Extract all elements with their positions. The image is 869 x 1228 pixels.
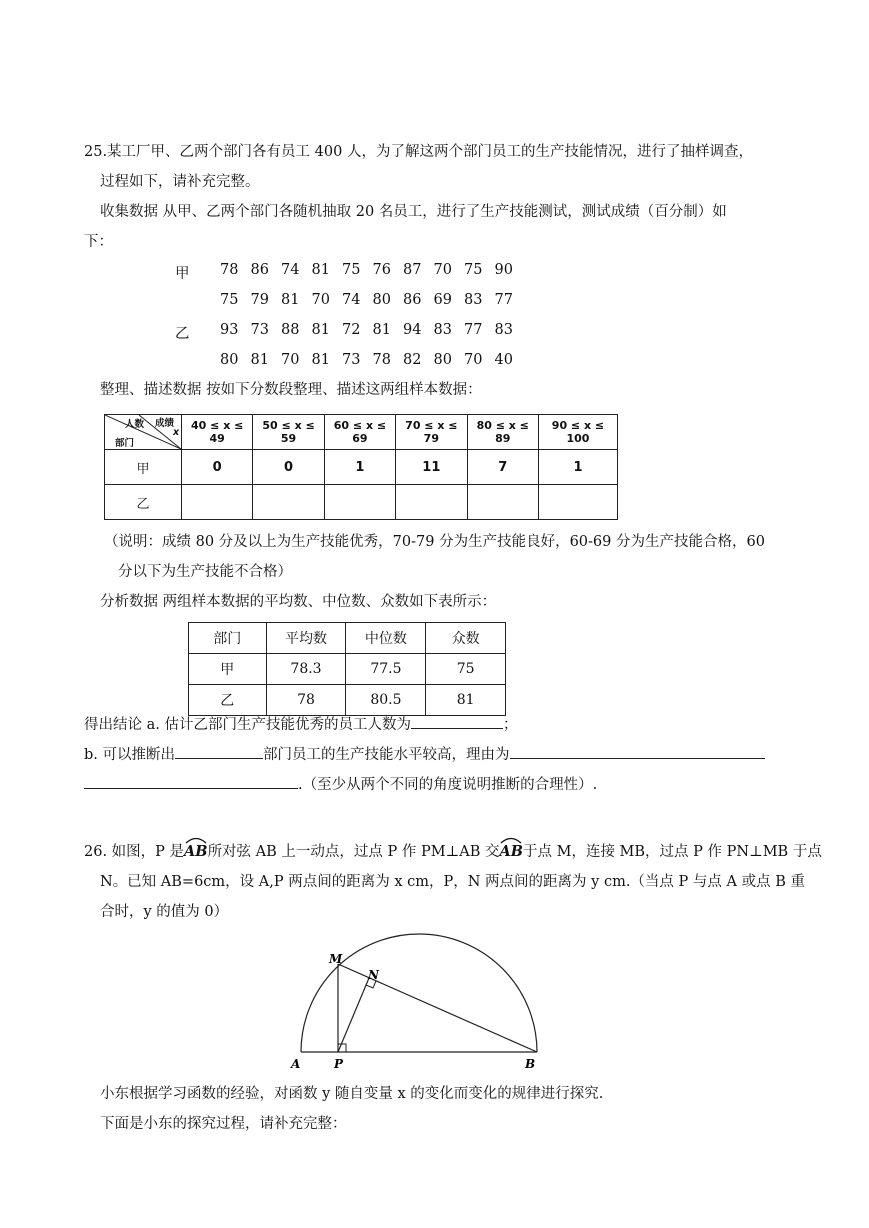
raw-value: 80: [433, 352, 452, 368]
conclusion-a-end: ；: [502, 717, 518, 733]
stats-header: 中位数: [346, 623, 426, 654]
raw-value: 81: [281, 292, 300, 308]
q25-conclusion-b: [84, 744, 765, 765]
stats-row-jia: [189, 654, 506, 685]
conclusion-b-text: b. 可以推断出: [84, 747, 175, 763]
point-label-p: P: [334, 1057, 344, 1071]
raw-value: 70: [281, 352, 300, 368]
q26-line3: 合时，y 的值为 0）: [100, 904, 229, 920]
q26-line1-c: 于点 M，连接 MB，过点 P 作 PN⊥MB 于点: [522, 844, 822, 860]
freq-row-label: 甲: [105, 450, 182, 485]
semicircle-figure: [286, 930, 556, 1075]
corner-bumen: 部门: [115, 438, 135, 449]
raw-value: 75: [464, 262, 483, 278]
raw-value: 90: [494, 262, 513, 278]
stats-header: 部门: [189, 623, 267, 654]
raw-value: 83: [464, 292, 483, 308]
answer-blank-a[interactable]: [411, 714, 503, 729]
freq-cell-blank[interactable]: [324, 485, 395, 520]
raw-value: 93: [220, 322, 239, 338]
raw-value: 80: [372, 292, 391, 308]
raw-row-label: 甲: [175, 266, 190, 282]
q25-conclusion-a: [84, 714, 517, 735]
raw-value: 40: [494, 352, 513, 368]
raw-value: 76: [372, 262, 391, 278]
freq-cell-blank[interactable]: [396, 485, 467, 520]
freq-cell: 7: [467, 450, 538, 485]
raw-value: 77: [464, 322, 483, 338]
point-label-n: N: [368, 968, 379, 982]
q25-organize-line: 整理、描述数据 按如下分数段整理、描述这两组样本数据：: [100, 382, 482, 398]
raw-value: 75: [342, 262, 361, 278]
arc-mark-icon: [499, 836, 523, 844]
q25-analyze-line: 分析数据 两组样本数据的平均数、中位数、众数如下表所示：: [100, 594, 497, 610]
raw-value: 81: [311, 262, 330, 278]
raw-value: 78: [220, 262, 239, 278]
raw-value: 70: [311, 292, 330, 308]
arc-mark-icon: [184, 836, 208, 844]
raw-value: 86: [250, 262, 269, 278]
raw-value: 86: [403, 292, 422, 308]
q25-note-line2: 分以下为生产技能不合格）: [118, 564, 292, 580]
freq-cell: 11: [396, 450, 467, 485]
freq-row-label: 乙: [105, 485, 182, 520]
freq-corner-cell: [105, 415, 182, 450]
q25-collect-line1: 收集数据 从甲、乙两个部门各随机抽取 20 名员工，进行了生产技能测试，测试成绩（百分制）如: [100, 204, 727, 220]
corner-x: x: [173, 427, 180, 438]
stats-cell: 78: [266, 685, 346, 716]
point-label-b: B: [525, 1057, 536, 1071]
raw-value: 83: [494, 322, 513, 338]
raw-value: 70: [433, 262, 452, 278]
raw-value: 88: [281, 322, 300, 338]
freq-cell: 0: [182, 450, 253, 485]
q25-conclusion-b-cont: [84, 774, 597, 795]
freq-header-5: 90 ≤ x ≤ 100: [538, 415, 617, 450]
raw-value: 87: [403, 262, 422, 278]
raw-value: 80: [220, 352, 239, 368]
q25-intro-line1: 25.某工厂甲、乙两个部门各有员工 400 人，为了解这两个部门员工的生产技能情况，进行了抽样调查，: [84, 144, 753, 160]
freq-header-4: 80 ≤ x ≤ 89: [467, 415, 538, 450]
stats-cell: 甲: [189, 654, 267, 685]
raw-value: 79: [250, 292, 269, 308]
raw-value: 81: [311, 322, 330, 338]
segment-pn: [338, 978, 369, 1052]
frequency-table: [104, 414, 618, 520]
freq-row-yi: [105, 485, 618, 520]
arc-ab-text: AB: [184, 843, 208, 860]
stats-header: 众数: [426, 623, 506, 654]
arc-ab-text-2: AB: [499, 843, 523, 860]
raw-value: 94: [403, 322, 422, 338]
answer-blank-b-reason-cont[interactable]: [84, 774, 298, 789]
raw-value: 81: [250, 352, 269, 368]
freq-header-0: 40 ≤ x ≤ 49: [182, 415, 253, 450]
raw-value: 82: [403, 352, 422, 368]
corner-chengji: 成绩: [155, 418, 175, 429]
freq-cell: 1: [324, 450, 395, 485]
stats-cell: 78.3: [266, 654, 346, 685]
freq-cell-blank[interactable]: [253, 485, 324, 520]
raw-value: 78: [372, 352, 391, 368]
q26-para1: 小东根据学习函数的经验，对函数 y 随自变量 x 的变化而变化的规律进行探究.: [100, 1086, 604, 1102]
conclusion-b-end: .（至少从两个不同的角度说明推断的合理性）.: [298, 777, 598, 793]
raw-value: 81: [372, 322, 391, 338]
q25-intro-line2: 过程如下，请补充完整。: [100, 174, 260, 190]
stats-table: [188, 622, 506, 716]
stats-header: 平均数: [266, 623, 346, 654]
q26-para2: 下面是小东的探究过程，请补充完整：: [100, 1116, 347, 1132]
raw-row-label: 乙: [175, 326, 190, 342]
raw-value: 75: [220, 292, 239, 308]
q26-line1-a: 26. 如图，P 是: [84, 844, 185, 860]
q25-note-line1: （说明：成绩 80 分及以上为生产技能优秀，70-79 分为生产技能良好，60-69 分为生产技能合格，60: [104, 534, 765, 550]
corner-renshu: 人数: [125, 419, 145, 430]
stats-cell: 乙: [189, 685, 267, 716]
point-label-a: A: [291, 1057, 301, 1071]
stats-cell: 77.5: [346, 654, 426, 685]
freq-header-2: 60 ≤ x ≤ 69: [324, 415, 395, 450]
raw-value: 70: [464, 352, 483, 368]
raw-value: 74: [342, 292, 361, 308]
raw-value: 77: [494, 292, 513, 308]
freq-header-1: 50 ≤ x ≤ 59: [253, 415, 324, 450]
freq-cell: 1: [538, 450, 617, 485]
raw-value: 81: [311, 352, 330, 368]
conclusion-b-mid: 部门员工的生产技能水平较高，理由为: [263, 747, 510, 763]
arc-ab-label-2: [499, 842, 523, 862]
freq-cell-blank[interactable]: [538, 485, 617, 520]
raw-value: 69: [433, 292, 452, 308]
raw-value: 72: [342, 322, 361, 338]
freq-header-row: [105, 415, 618, 450]
raw-value: 73: [342, 352, 361, 368]
point-label-m: M: [329, 952, 343, 966]
raw-value: 83: [433, 322, 452, 338]
q25-collect-line2: 下：: [84, 234, 113, 250]
q26-line2: N。已知 AB=6cm，设 A,P 两点间的距离为 x cm，P，N 两点间的距离为 y cm.（当点 P 与点 A 或点 B 重: [100, 874, 805, 890]
stats-header-row: [189, 623, 506, 654]
raw-value: 74: [281, 262, 300, 278]
arc-ab-label: [184, 842, 208, 862]
conclusion-a-text: 得出结论 a. 估计乙部门生产技能优秀的员工人数为: [84, 717, 411, 733]
answer-blank-b-dept[interactable]: [175, 744, 263, 759]
raw-value: 73: [250, 322, 269, 338]
stats-row-yi: [189, 685, 506, 716]
q26-line1-b: 所对弦 AB 上一动点，过点 P 作 PM⊥AB 交: [207, 844, 500, 860]
freq-row-jia: [105, 450, 618, 485]
answer-blank-b-reason[interactable]: [510, 744, 765, 759]
freq-cell-blank[interactable]: [182, 485, 253, 520]
q26-line1: [84, 842, 822, 862]
stats-cell: 80.5: [346, 685, 426, 716]
freq-cell: 0: [253, 450, 324, 485]
freq-cell-blank[interactable]: [467, 485, 538, 520]
stats-cell: 75: [426, 654, 506, 685]
freq-header-3: 70 ≤ x ≤ 79: [396, 415, 467, 450]
stats-cell: 81: [426, 685, 506, 716]
